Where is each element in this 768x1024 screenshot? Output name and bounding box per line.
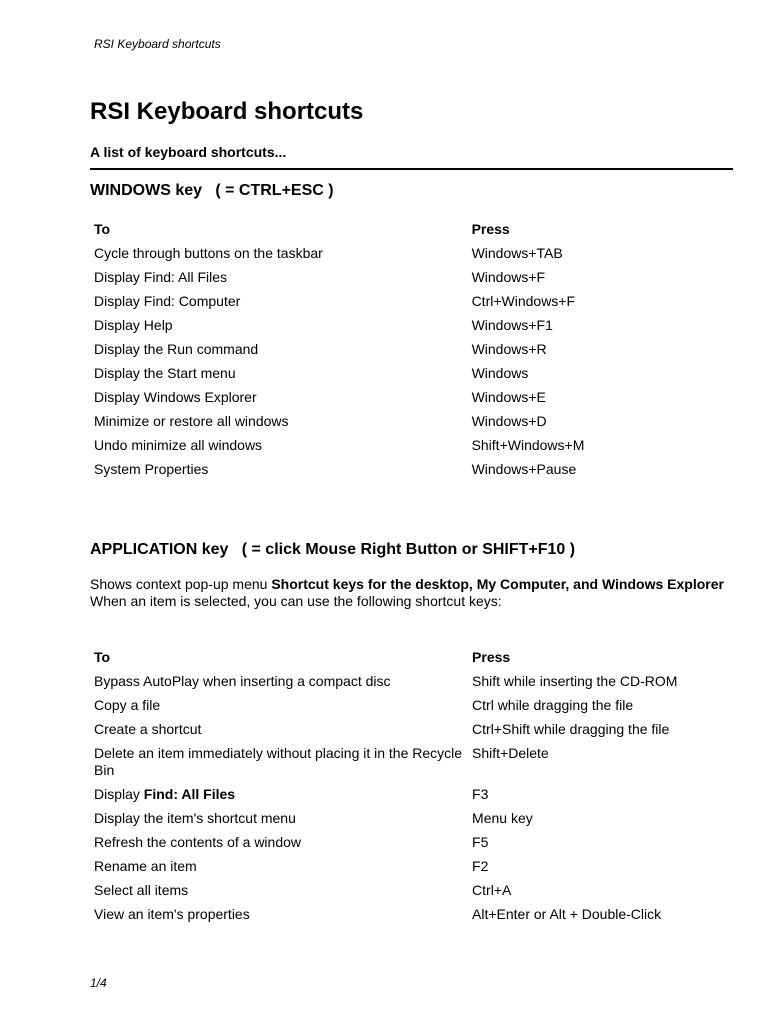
shortcut-action: System Properties — [94, 461, 209, 477]
table-row — [90, 718, 733, 742]
application-intro — [90, 576, 730, 610]
shortcut-keys: Shift+Windows+M — [471, 437, 585, 453]
column-header-to: To — [94, 649, 111, 665]
shortcut-keys: Windows+TAB — [471, 245, 563, 261]
intro-text: Shows context pop-up menu — [90, 576, 272, 592]
table-row — [90, 290, 733, 314]
table-row — [90, 694, 733, 718]
shortcut-action — [90, 783, 468, 807]
table-row — [90, 314, 733, 338]
shortcut-action: Undo minimize all windows — [94, 437, 263, 453]
shortcut-keys: F2 — [472, 858, 489, 874]
intro-line-2: When an item is selected, you can use the following shortcut keys: — [90, 593, 502, 609]
shortcut-action: Display the Run command — [94, 341, 259, 357]
shortcut-keys: Windows+F1 — [471, 317, 553, 333]
table-row — [90, 903, 733, 927]
page-title: RSI Keyboard shortcuts — [90, 98, 364, 125]
shortcut-action: Minimize or restore all windows — [94, 413, 289, 429]
shortcut-keys: Windows+Pause — [471, 461, 577, 477]
table-row — [90, 266, 733, 290]
shortcut-keys: Ctrl+A — [472, 882, 512, 898]
shortcut-keys: Ctrl while dragging the file — [472, 697, 634, 713]
shortcut-keys: Ctrl+Shift while dragging the file — [472, 721, 670, 737]
table-row — [90, 855, 733, 879]
running-header: RSI Keyboard shortcuts — [94, 37, 221, 51]
title-divider — [90, 168, 733, 170]
table-row — [90, 783, 733, 807]
shortcut-keys: Shift while inserting the CD-ROM — [472, 673, 678, 689]
intro-bold-text: Shortcut keys for the desktop, My Computer, and Windows Explorer — [271, 576, 724, 592]
shortcut-action: Select all items — [94, 882, 189, 898]
shortcut-keys: F3 — [472, 786, 489, 802]
table-row — [90, 410, 733, 434]
page-subtitle: A list of keyboard shortcuts... — [90, 144, 287, 160]
explorer-shortcuts-table — [90, 646, 733, 927]
shortcut-action: Copy a file — [94, 697, 161, 713]
shortcut-action: Cycle through buttons on the taskbar — [94, 245, 323, 261]
table-header-row — [90, 218, 733, 242]
table-row — [90, 242, 733, 266]
shortcut-keys: Windows+E — [471, 389, 546, 405]
column-header-press: Press — [471, 221, 510, 237]
application-key-heading: APPLICATION key ( = click Mouse Right Button or SHIFT+F10 ) — [90, 541, 576, 558]
shortcut-action: Refresh the contents of a window — [94, 834, 302, 850]
table-row — [90, 386, 733, 410]
table-row — [90, 807, 733, 831]
shortcut-action: Display Find: Computer — [94, 293, 241, 309]
shortcut-keys: Menu key — [472, 810, 533, 826]
shortcut-keys: Windows+D — [471, 413, 547, 429]
shortcut-action: Display the item's shortcut menu — [94, 810, 296, 826]
table-row — [90, 879, 733, 903]
table-row — [90, 434, 733, 458]
table-header-row — [90, 646, 733, 670]
shortcut-keys: Alt+Enter or Alt + Double-Click — [472, 906, 662, 922]
table-row — [90, 670, 733, 694]
shortcut-keys: Windows+F — [471, 269, 546, 285]
table-row — [90, 458, 733, 482]
shortcut-action: Rename an item — [94, 858, 197, 874]
shortcut-action: View an item's properties — [94, 906, 250, 922]
shortcut-keys: Shift+Delete — [472, 745, 549, 761]
shortcut-action: Display the Start menu — [94, 365, 236, 381]
column-header-press: Press — [472, 649, 511, 665]
shortcut-action: Create a shortcut — [94, 721, 202, 737]
shortcut-action: Display Help — [94, 317, 173, 333]
shortcut-action-bold-text: Find: All Files — [143, 786, 236, 802]
column-header-to: To — [94, 221, 111, 237]
windows-shortcuts-table — [90, 218, 733, 482]
windows-key-heading: WINDOWS key ( = CTRL+ESC ) — [90, 182, 334, 199]
shortcut-action: Delete an item immediately without placing it in the Recycle Bin — [94, 745, 463, 778]
table-row — [90, 831, 733, 855]
shortcut-keys: Windows — [471, 365, 529, 381]
shortcut-action: Display Windows Explorer — [94, 389, 257, 405]
shortcut-action: Display Find: All Files — [94, 269, 228, 285]
table-row — [90, 362, 733, 386]
shortcut-action: Bypass AutoPlay when inserting a compact disc — [94, 673, 391, 689]
table-row — [90, 338, 733, 362]
shortcut-keys: Ctrl+Windows+F — [471, 293, 576, 309]
shortcut-keys: Windows+R — [471, 341, 547, 357]
page-number: 1/4 — [90, 976, 107, 990]
shortcut-action-text: Display — [94, 786, 144, 802]
shortcut-keys: F5 — [472, 834, 489, 850]
table-row — [90, 742, 733, 783]
